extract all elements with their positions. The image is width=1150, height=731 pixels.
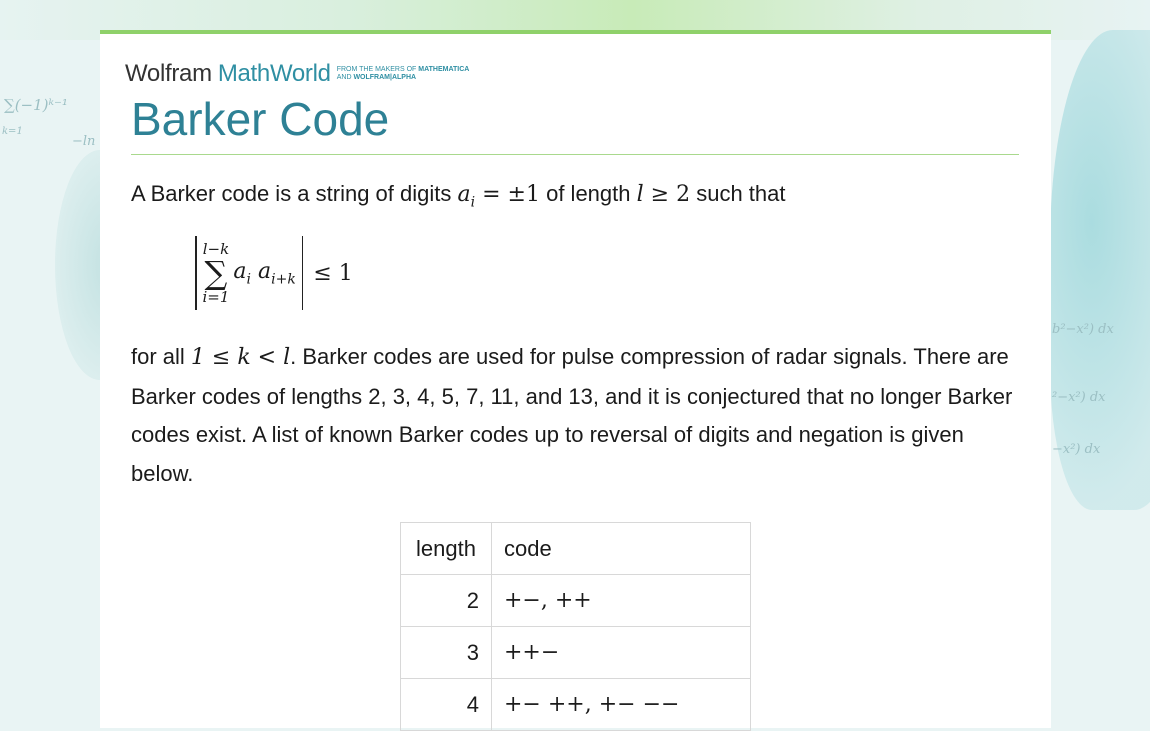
background-formula-left-sub: k=1 [2, 126, 23, 137]
background-formula-right-2: ²−x²) dx [1052, 390, 1106, 405]
header-length: length [401, 523, 492, 575]
sigma-symbol: ∑ [204, 254, 228, 292]
background-formula-left: ∑(−1)ᵏ⁻¹ [4, 96, 68, 114]
intro-text-post: such that [696, 181, 786, 206]
summand-a2: a [258, 258, 272, 284]
table-row [401, 679, 751, 731]
background-formula-right-3: −x²) dx [1052, 442, 1101, 457]
article-card [100, 30, 1051, 728]
intro-paragraph [131, 176, 1021, 220]
background-formula-left-ln: −ln [72, 134, 96, 149]
header-code: code [492, 523, 751, 575]
background-shape-right [1050, 30, 1150, 510]
intro-math-l-rest: ≥ 2 [643, 182, 691, 207]
sum-upper-limit: l−k [202, 240, 230, 258]
abs-bar-right [302, 236, 304, 310]
body-paragraph [131, 338, 1031, 493]
intro-text-mid: of length [546, 181, 631, 206]
title-divider [131, 154, 1019, 155]
tagline-line-2: AND [336, 74, 352, 81]
equation-rhs: ≤ 1 [313, 260, 353, 286]
summand [233, 259, 295, 287]
cell-length: 2 [401, 575, 492, 627]
table-header-row [401, 523, 751, 575]
brand-wolfram: Wolfram [125, 60, 212, 87]
abs-bar-left [195, 236, 197, 310]
table-row [401, 627, 751, 679]
tagline-wolframalpha: WOLFRAM|ALPHA [353, 74, 417, 81]
tagline-line-1: FROM THE MAKERS OF [336, 66, 417, 73]
body-text-pre: for all [131, 344, 185, 369]
intro-text-pre: A Barker code is a string of digits [131, 181, 452, 206]
body-math: 1 ≤ k < l [190, 345, 291, 370]
cell-code: ++− [492, 627, 751, 679]
mathworld-logo-link[interactable] [125, 60, 469, 88]
intro-math-rest: = ±1 [475, 182, 540, 207]
math-a-sub: i [470, 194, 476, 211]
cell-length: 4 [401, 679, 492, 731]
cell-code: +−, ++ [492, 575, 751, 627]
page-title: Barker Code [131, 93, 390, 145]
summation [203, 241, 230, 305]
display-equation [195, 234, 353, 312]
table-row [401, 575, 751, 627]
math-a: a [457, 182, 471, 207]
summand-a-sub: i [246, 271, 252, 288]
intro-math-l: l [636, 182, 644, 207]
sum-lower-limit: i=1 [202, 288, 230, 306]
brand-tagline [337, 66, 470, 82]
tagline-mathematica: MATHEMATICA [418, 66, 470, 73]
cell-length: 3 [401, 627, 492, 679]
body-text-post: . Barker codes are used for pulse compression of radar signals. There are Barker codes of lengths 2, 3, 4, 5, 7, 11, and 13, and it is conjectured that no longer Barker codes exist. A list of known Barker codes up to reversal of digits and negation is given below. [131, 344, 1013, 486]
brand-mathworld: MathWorld [217, 60, 331, 87]
cell-code: +− ++, +− −− [492, 679, 751, 731]
barker-codes-table [400, 522, 751, 731]
summand-a: a [233, 258, 247, 284]
background-formula-right-1: b²−x²) dx [1052, 322, 1114, 337]
summand-a2-sub: i+k [271, 271, 296, 288]
intro-math-var [457, 182, 476, 211]
